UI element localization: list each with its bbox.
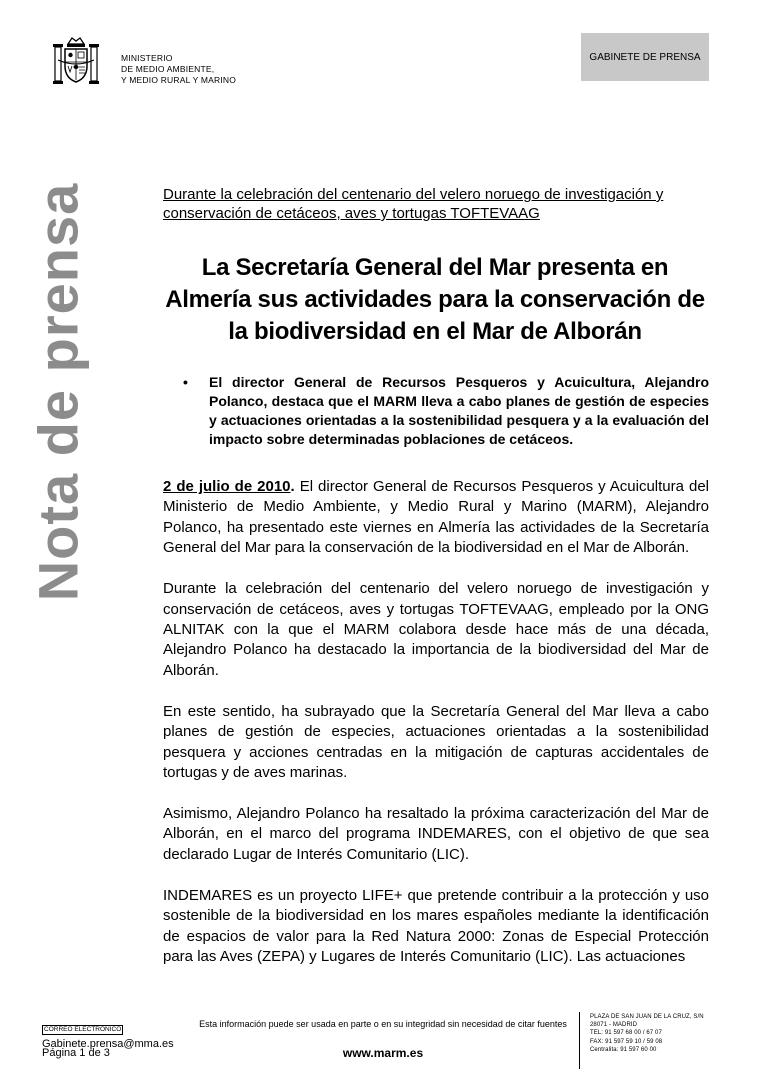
article-body	[163, 477, 709, 988]
address-line: 28071 - MADRID	[590, 1022, 638, 1029]
press-office-label: GABINETE DE PRENSA	[589, 51, 701, 63]
address-line: Centralita: 91 597 60 00	[590, 1046, 657, 1053]
ministry-line: MINISTERIO	[121, 53, 173, 63]
paragraph: INDEMARES es un proyecto LIFE+ que pretende contribuir a la protección y uso sostenible de la biodiversidad en los mares españoles mediante la identificación de espacios de valor para la Red Natura 2000: Zonas de Especial Protección para las Aves (ZEPA) y Lugares de Interés Comunitario (LIC). Las actuaciones	[163, 886, 709, 966]
bullet-icon: •	[183, 374, 188, 390]
article-date: 2 de julio de 2010	[163, 478, 291, 495]
paragraph: 2 de julio de 2010. El director General de Recursos Pesqueros y Acuicultura del Ministerio de Medio Ambiente, y Medio Rural y Marino (MARM), Alejandro Polanco, ha presentado este viernes en Almería las actividades de la Secretaría General del Mar para la conservación de la biodiversidad en el Mar de Alborán.	[163, 478, 710, 557]
address-line: TEL: 91 597 68 00 / 67 07	[590, 1030, 662, 1037]
paragraph: En este sentido, ha subrayado que la Secretaría General del Mar lleva a cabo planes de gestión de especies, actuaciones orientadas a la sostenibilidad pesquera y acciones centradas en la mitigación de capturas accidentales de tortugas y de aves marinas.	[163, 702, 709, 782]
paragraph: Durante la celebración del centenario del velero noruego de investigación y conservación de cetáceos, aves y tortugas TOFTEVAAG, empleado por la ONG ALNITAK con la que el MARM colabora desde hace más de una década, Alejandro Polanco ha destacado la importancia de la biodiversidad del Mar de Alborán.	[163, 580, 709, 679]
page-number: Página 1 de 3	[42, 1047, 110, 1059]
summary-bullet	[183, 373, 709, 449]
paragraph: Asimismo, Alejandro Polanco ha resaltado la próxima caracterización del Mar de Alborán, en el marco del programa INDEMARES, con el objetivo de que sea declarado Lugar de Interés Comunitario (LIC).	[163, 805, 709, 863]
footer-disclaimer: Esta información puede ser usada en parte o en su integridad sin necesidad de citar fuentes	[199, 1019, 567, 1029]
article-headline: La Secretaría General del Mar presenta en Almería sus actividades para la conservación de la biodiversidad en el Mar de Alborán	[165, 254, 705, 345]
ministry-line: Y MEDIO RURAL Y MARINO	[121, 75, 237, 85]
article-subtitle: Durante la celebración del centenario del velero noruego de investigación y conservación de cetáceos, aves y tortugas TOFTEVAAG	[163, 186, 664, 222]
footer-address	[590, 1013, 704, 1054]
address-line: PLAZA DE SAN JUAN DE LA CRUZ, S/N	[590, 1014, 704, 1020]
ministry-name	[121, 53, 236, 86]
email-label: CORREO ELECTRÓNICO	[44, 1026, 122, 1033]
email-link[interactable]: Gabinete.prensa@mma.es	[42, 1038, 174, 1050]
side-title-text: Nota de prensa	[26, 182, 90, 602]
ministry-line: DE MEDIO AMBIENTE,	[121, 64, 215, 74]
press-office-box	[581, 33, 709, 81]
coat-of-arms-logo	[50, 34, 102, 94]
summary-text: El director General de Recursos Pesqueros y Acuicultura, Alejandro Polanco, destaca que el MARM lleva a cabo planes de gestión de especies y actuaciones orientadas a la sostenibilidad pesquera y a la evaluación del impacto sobre determinadas poblaciones de cetáceos.	[209, 374, 709, 447]
footer-contact	[42, 1018, 174, 1050]
side-title	[28, 172, 88, 612]
website-link[interactable]: www.marm.es	[342, 1046, 424, 1060]
footer-divider	[579, 1012, 580, 1069]
address-line: FAX: 91 597 59 10 / 59 08	[590, 1038, 663, 1045]
